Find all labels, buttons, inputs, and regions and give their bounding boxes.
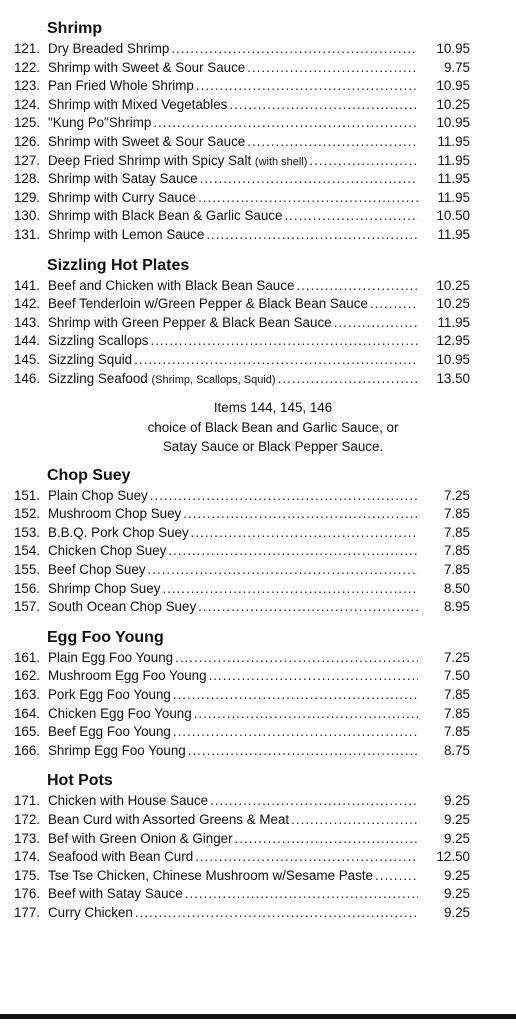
leader-dots (309, 152, 418, 171)
item-price: 7.85 (443, 543, 470, 559)
item-price: 9.25 (443, 830, 470, 846)
item-number: 162. (13, 668, 40, 684)
leader-dots (183, 505, 418, 524)
menu-item (0, 370, 516, 389)
leader-dots (162, 580, 418, 599)
item-number: 129. (13, 189, 40, 205)
item-price: 11.95 (437, 189, 470, 205)
leader-dots (206, 226, 418, 245)
section-egg-foo-young (0, 627, 516, 761)
menu-item (0, 848, 516, 867)
item-name: Shrimp with Green Pepper & Black Bean Sauce (48, 314, 332, 330)
item-number: 131. (13, 226, 40, 242)
item-note: (with shell) (254, 155, 308, 168)
item-name: Tse Tse Chicken, Chinese Mushroom w/Sesame Paste (48, 867, 373, 883)
item-name: Pan Fried Whole Shrimp (48, 78, 194, 94)
item-name: Mushroom Egg Foo Young (48, 668, 207, 684)
leader-dots (200, 170, 418, 189)
item-number: 145. (13, 351, 40, 367)
leader-dots (168, 542, 418, 561)
item-price: 10.95 (436, 41, 470, 56)
leader-dots (150, 332, 418, 351)
section-title: Hot Pots (47, 772, 113, 790)
menu-item (0, 885, 516, 904)
item-price: 12.95 (436, 333, 470, 349)
item-name: Sizzling Scallops (48, 333, 149, 349)
menu-item (0, 96, 516, 115)
menu-item (0, 189, 516, 208)
leader-dots (247, 59, 418, 78)
leader-dots (370, 295, 418, 314)
item-price: 7.25 (443, 487, 470, 503)
item-price: 7.85 (443, 561, 470, 577)
item-price: 10.95 (436, 78, 470, 94)
item-number: 124. (13, 96, 40, 112)
menu-item (0, 667, 516, 686)
item-price: 8.95 (443, 599, 470, 615)
item-price: 9.25 (443, 793, 470, 809)
item-price: 7.50 (443, 668, 470, 684)
leader-dots (173, 723, 418, 742)
menu-item (0, 77, 516, 96)
item-price: 10.25 (436, 96, 470, 112)
item-name: Plain Chop Suey (48, 487, 148, 503)
leader-dots (284, 207, 418, 226)
item-name: Shrimp Egg Foo Young (48, 742, 186, 758)
section-chop-suey (0, 465, 516, 617)
leader-dots (196, 77, 418, 96)
item-number: 143. (13, 314, 40, 330)
item-number: 152. (13, 506, 40, 522)
menu-item (0, 351, 516, 370)
item-name: Curry Chicken (48, 904, 133, 920)
menu-item (0, 332, 516, 351)
item-number: 164. (13, 705, 40, 721)
section-title: Chop Suey (47, 466, 131, 484)
footnote-line: Satay Sauce or Black Pepper Sauce. (162, 439, 384, 455)
menu-item (0, 705, 516, 724)
item-name: Beef Chop Suey (48, 561, 146, 577)
item-price: 7.85 (443, 705, 470, 721)
item-price: 8.75 (443, 742, 470, 758)
item-name: "Kung Po"Shrimp (48, 115, 152, 131)
item-name (48, 152, 307, 172)
leader-dots (150, 487, 418, 506)
menu-item (0, 580, 516, 599)
leader-dots (171, 40, 418, 59)
menu-item (0, 114, 516, 133)
item-price: 9.75 (443, 59, 470, 75)
leader-dots (247, 133, 418, 152)
footnote-line: Items 144, 145, 146 (213, 400, 333, 416)
item-number: 151. (13, 487, 40, 503)
item-number: 123. (13, 78, 40, 94)
item-number: 172. (13, 811, 40, 827)
menu-item (0, 904, 516, 923)
menu-item (0, 792, 516, 811)
menu-item (0, 170, 516, 189)
item-name: Sizzling Squid (48, 351, 133, 367)
item-number: 125. (13, 115, 40, 131)
item-price: 7.85 (443, 506, 470, 522)
item-name: Shrimp with Black Bean & Garlic Sauce (48, 208, 283, 224)
menu-item (0, 314, 516, 333)
menu-item (0, 598, 516, 617)
leader-dots (175, 649, 418, 668)
item-price: 7.85 (443, 724, 470, 740)
item-name: Shrimp with Lemon Sauce (48, 226, 205, 242)
item-name: Shrimp Chop Suey (48, 580, 161, 596)
item-price: 11.95 (437, 314, 470, 330)
menu-item (0, 524, 516, 543)
item-price: 11.95 (437, 171, 470, 187)
item-price: 9.25 (443, 904, 470, 920)
menu-item (0, 811, 516, 830)
menu-item (0, 295, 516, 314)
menu-item (0, 133, 516, 152)
menu-item (0, 561, 516, 580)
item-number: 156. (13, 580, 40, 596)
leader-dots (209, 667, 418, 686)
leader-dots (334, 314, 418, 333)
leader-dots (194, 705, 418, 724)
item-price: 13.50 (436, 370, 470, 386)
item-number: 177. (13, 904, 40, 920)
bottom-rule (0, 1014, 516, 1019)
item-number: 157. (13, 599, 40, 615)
item-price: 11.95 (437, 226, 470, 242)
item-name: Bef with Green Onion & Ginger (48, 830, 233, 846)
item-name: Chicken with House Sauce (48, 793, 209, 809)
item-price: 9.25 (443, 811, 470, 827)
item-number: 154. (13, 543, 40, 559)
menu-item (0, 207, 516, 226)
item-price: 11.95 (437, 152, 470, 168)
item-number: 146. (13, 370, 40, 386)
item-number: 142. (13, 296, 40, 312)
item-price: 7.85 (443, 686, 470, 702)
item-name: Beef Tenderloin w/Green Pepper & Black Bean Sauce (48, 296, 368, 312)
item-name-text: Deep Fried Shrimp with Spicy Salt (48, 152, 252, 168)
leader-dots (185, 885, 418, 904)
leader-dots (210, 792, 418, 811)
leader-dots (134, 351, 418, 370)
item-number: 127. (13, 152, 40, 168)
leader-dots (291, 811, 418, 830)
item-number: 130. (13, 208, 40, 224)
section-sizzling-hot-plates (0, 255, 516, 457)
footnote-line: choice of Black Bean and Garlic Sauce, or (147, 419, 399, 435)
item-number: 173. (13, 830, 40, 846)
item-number: 165. (13, 724, 40, 740)
item-number: 171. (13, 793, 40, 809)
menu-page (0, 18, 516, 922)
leader-dots (296, 277, 418, 296)
item-number: 144. (13, 333, 40, 349)
item-number: 161. (13, 649, 40, 665)
menu-item (0, 742, 516, 761)
item-number: 128. (13, 171, 40, 187)
leader-dots (198, 598, 418, 617)
section-title: Egg Foo Young (47, 628, 164, 646)
item-number: 122. (13, 59, 40, 75)
item-number: 141. (13, 277, 40, 293)
item-price: 12.50 (436, 849, 470, 865)
item-name (48, 370, 276, 390)
item-name: Shrimp with Mixed Vegetables (48, 96, 228, 112)
item-name: Beef Egg Foo Young (48, 724, 171, 740)
menu-item (0, 59, 516, 78)
item-price: 8.50 (443, 580, 470, 596)
item-name: Shrimp with Satay Sauce (48, 171, 198, 187)
menu-item (0, 505, 516, 524)
leader-dots (375, 867, 418, 886)
item-name: Seafood with Bean Curd (48, 849, 194, 865)
item-name: Pork Egg Foo Young (48, 686, 171, 702)
leader-dots (188, 742, 418, 761)
item-name-text: Sizzling Seafood (48, 370, 148, 386)
item-price: 7.85 (443, 524, 470, 540)
leader-dots (191, 524, 418, 543)
item-number: 175. (13, 867, 40, 883)
item-name: Mushroom Chop Suey (48, 506, 182, 522)
menu-item (0, 487, 516, 506)
menu-item (0, 867, 516, 886)
menu-item (0, 830, 516, 849)
section-shrimp (0, 18, 516, 245)
leader-dots (173, 686, 418, 705)
item-note: (Shrimp, Scallops, Squid) (151, 373, 276, 386)
item-name: Chicken Chop Suey (48, 543, 167, 559)
leader-dots (135, 904, 418, 923)
menu-item (0, 152, 516, 171)
item-price: 10.95 (436, 351, 470, 367)
item-number: 155. (13, 561, 40, 577)
menu-item (0, 649, 516, 668)
menu-item (0, 542, 516, 561)
menu-item (0, 686, 516, 705)
item-name: B.B.Q. Pork Chop Suey (48, 524, 189, 540)
menu-item (0, 723, 516, 742)
leader-dots (235, 830, 418, 849)
menu-item (0, 277, 516, 296)
item-number: 121. (13, 41, 40, 56)
item-name: Chicken Egg Foo Young (48, 705, 192, 721)
leader-dots (195, 848, 418, 867)
item-price: 9.25 (443, 867, 470, 883)
section-hot-pots (0, 770, 516, 922)
item-name: Bean Curd with Assorted Greens & Meat (48, 811, 290, 827)
sizzling-footnote (0, 398, 516, 457)
item-price: 11.95 (437, 133, 470, 149)
item-name: Dry Breaded Shrimp (48, 41, 170, 56)
item-price: 7.25 (443, 649, 470, 665)
item-number: 176. (13, 886, 40, 902)
menu-item (0, 226, 516, 245)
item-price: 10.25 (436, 296, 470, 312)
item-name: South Ocean Chop Suey (48, 599, 197, 615)
item-number: 166. (13, 742, 40, 758)
item-number: 153. (13, 524, 40, 540)
item-name: Shrimp with Sweet & Sour Sauce (48, 133, 246, 149)
item-name: Shrimp with Sweet & Sour Sauce (48, 59, 246, 75)
item-number: 163. (13, 686, 40, 702)
item-number: 126. (13, 133, 40, 149)
item-price: 10.50 (436, 208, 470, 224)
section-title: Shrimp (47, 20, 103, 37)
item-price: 10.95 (436, 115, 470, 131)
item-name: Shrimp with Curry Sauce (48, 189, 197, 205)
item-name: Plain Egg Foo Young (48, 649, 174, 665)
item-name: Beef and Chicken with Black Bean Sauce (48, 277, 295, 293)
item-name: Beef with Satay Sauce (48, 886, 183, 902)
item-price: 9.25 (443, 886, 470, 902)
leader-dots (229, 96, 418, 115)
leader-dots (278, 370, 418, 389)
leader-dots (148, 561, 418, 580)
section-title: Sizzling Hot Plates (47, 256, 190, 274)
menu-item (0, 40, 516, 59)
item-number: 174. (13, 849, 40, 865)
leader-dots (198, 189, 418, 208)
item-price: 10.25 (436, 277, 470, 293)
leader-dots (153, 114, 418, 133)
